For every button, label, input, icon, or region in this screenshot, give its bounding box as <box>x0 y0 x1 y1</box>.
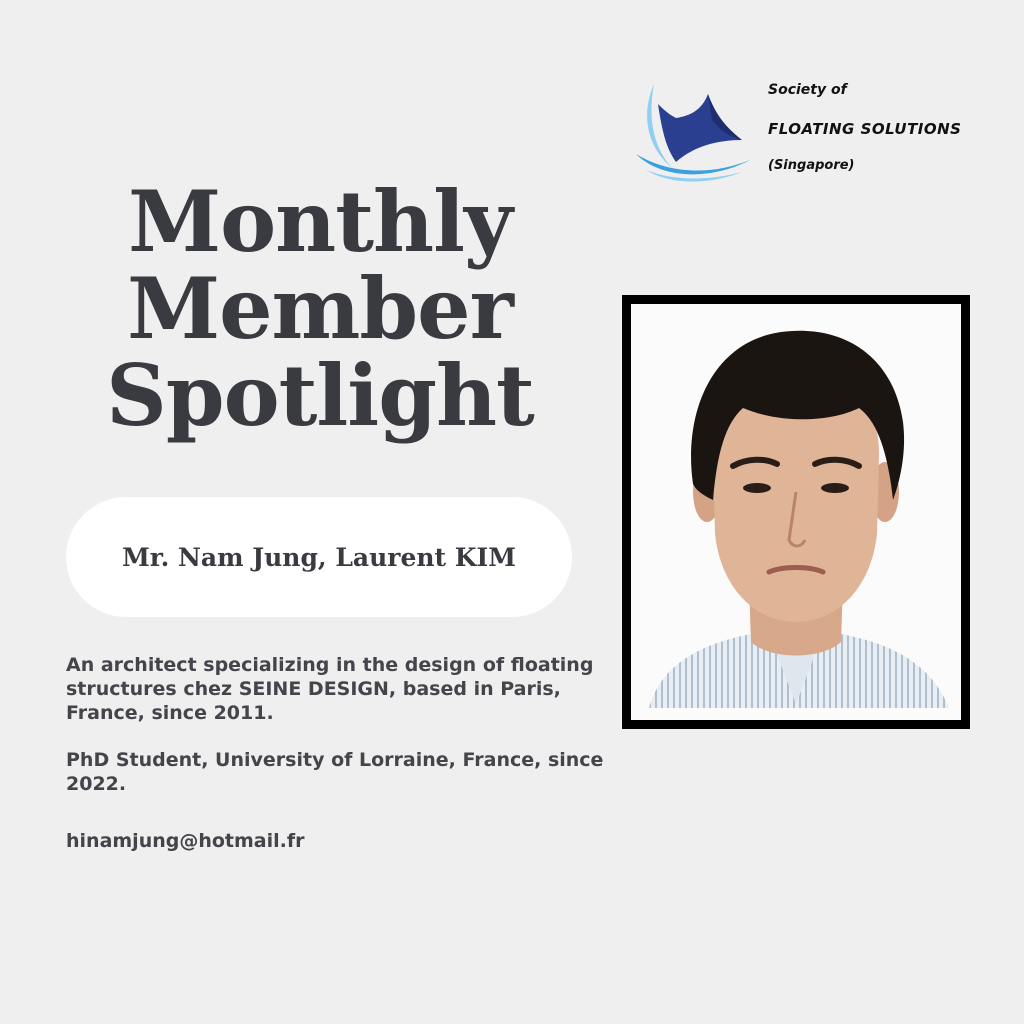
member-name-badge <box>66 497 572 617</box>
member-bio-architect: An architect specializing in the design of floating structures chez SEINE DESIGN, based in Paris, France, since 2011. <box>66 654 594 724</box>
society-logo <box>632 72 972 192</box>
member-bio-phd: PhD Student, University of Lorraine, France, since 2022. <box>66 749 604 795</box>
manta-ray-wave-icon <box>632 76 756 188</box>
member-portrait <box>631 304 961 720</box>
title-line-monthly: Monthly <box>128 172 512 271</box>
logo-line-society: Society of <box>768 82 847 98</box>
title-line-member: Member <box>127 259 513 358</box>
member-photo-frame <box>622 295 970 729</box>
member-name: Mr. Nam Jung, Laurent KIM <box>122 542 516 572</box>
logo-line-singapore: (Singapore) <box>768 158 855 173</box>
page-title <box>60 172 580 445</box>
member-email: hinamjung@hotmail.fr <box>66 830 305 852</box>
portrait-illustration <box>631 304 961 720</box>
title-line-spotlight: Spotlight <box>106 346 534 445</box>
logo-line-floating-solutions: FLOATING SOLUTIONS <box>768 120 962 138</box>
